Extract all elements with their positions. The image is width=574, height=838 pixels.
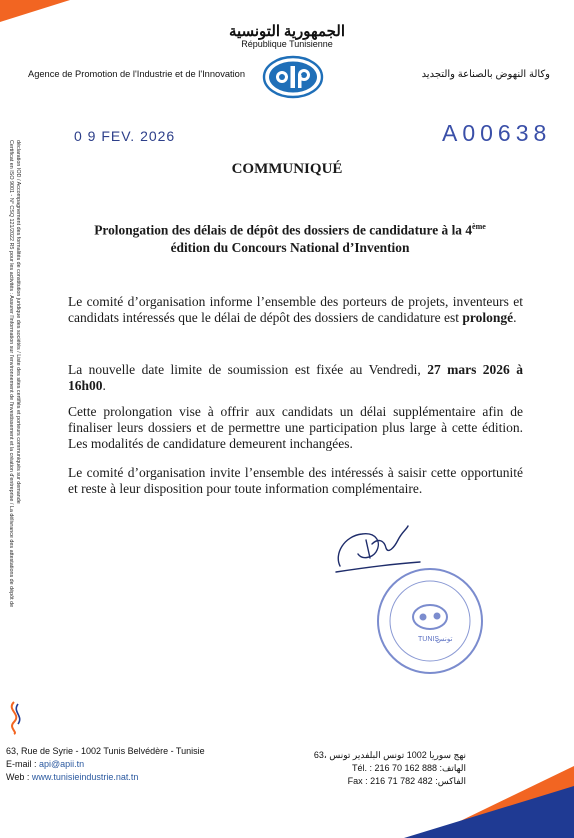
paragraph-2-bold: 27 mars 2026 à 16h00 xyxy=(68,362,523,393)
footer-email-row xyxy=(6,758,205,771)
paragraph-2-text: La nouvelle date limite de soumission est fixée au Vendredi, xyxy=(68,362,428,377)
paragraph-3: Cette prolongation vise à offrir aux candidats un délai supplémentaire afin de finaliser leurs dossiers et de permettre une participation plus large à cette édition. Les modalités de candidature demeurent inchangées. xyxy=(68,404,523,451)
paragraph-1 xyxy=(68,294,523,326)
subject-line-2: édition du Concours National d’Invention xyxy=(170,240,410,256)
subject-superscript: ème xyxy=(472,222,486,231)
footer-tel: Tél. : 216 70 162 888 :الهاتف xyxy=(351,763,466,773)
apii-logo xyxy=(262,55,324,99)
document-subject xyxy=(70,218,510,257)
paragraph-2-end: . xyxy=(102,378,106,393)
date-stamp: 0 9 FEV. 2026 xyxy=(74,128,176,144)
paragraph-4: Le comité d’organisation invite l’ensemble des intéressés à saisir cette opportunité et reste à leur disposition pour toute information complémentaire. xyxy=(68,465,523,496)
subject-line-1: Prolongation des délais de dépôt des dossiers de candidature à la 4 xyxy=(94,222,473,238)
seal-city-arabic: تونس xyxy=(436,636,453,643)
iso-certification-sidebar xyxy=(2,140,32,740)
paragraph-1-end: . xyxy=(513,310,517,325)
paragraph-1-text: Le comité d’organisation informe l’ensemble des porteurs de projets, inventeurs et candidats intéressés que le délai de dépôt des dossiers de candidature est xyxy=(68,294,523,325)
paragraph-1-bold: prolongé xyxy=(462,310,514,325)
footer-web-label: Web : xyxy=(6,772,32,782)
agency-name-arabic: وكالة النهوض بالصناعة والتجديد xyxy=(421,69,550,80)
agency-name-french: Agence de Promotion de l'Industrie et de l'Innovation xyxy=(28,69,246,79)
footer-web-row xyxy=(6,771,205,784)
document-title: COMMUNIQUÉ xyxy=(231,161,343,177)
footer-email-link[interactable]: api@apii.tn xyxy=(39,759,85,769)
official-seal xyxy=(374,565,486,677)
footer-address: 63, Rue de Syrie - 1002 Tunis Belvédère - Tunisie xyxy=(6,746,205,756)
footer-email-label: E-mail : xyxy=(6,759,40,769)
header-arabic-title: الجمهورية التونسية xyxy=(228,24,346,40)
registration-number-stamp: A00638 xyxy=(442,120,552,146)
sidebar-line-2: déclaration IOD / Accompagnement des formalités de constitution juridique des sociétés / Liste des sites certifiés et porteurs communiqués sur demande xyxy=(15,140,21,504)
corner-decoration-bottom-right xyxy=(364,766,574,838)
paragraph-2 xyxy=(68,362,523,394)
footer-address-arabic: 63، نهج سوريا 1002 تونس البلفدير تونس xyxy=(313,750,466,760)
sidebar-line-1: Certificat en ISO 9001 - N° CSQ 121/2022 R5 pour les activités : Assurer l'information sur l'environnement de l'investissement et la création d'entreprise / La délivrance des attestations de dépôt de xyxy=(8,140,14,608)
footer-web-link[interactable]: www.tunisieindustrie.nat.tn xyxy=(31,772,139,782)
footer-contact-french xyxy=(6,745,205,784)
header-french-title: République Tunisienne xyxy=(241,39,333,49)
wave-decoration xyxy=(4,700,24,736)
seal-city-french: TUNIS xyxy=(418,636,439,643)
footer-fax: Fax : 216 71 782 482 :الفاكس xyxy=(347,776,466,786)
corner-decoration-top-left xyxy=(0,0,70,22)
